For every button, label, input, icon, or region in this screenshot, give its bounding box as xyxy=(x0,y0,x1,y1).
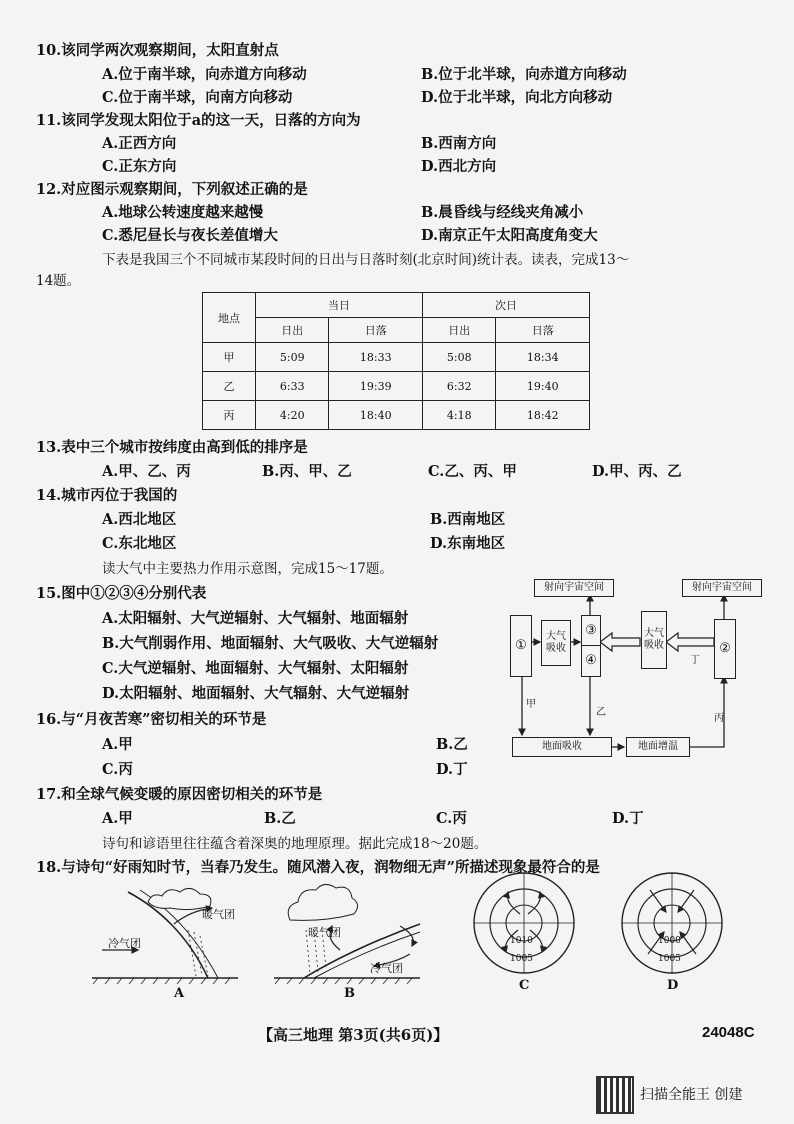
question-18-stem: 18.与诗句“好雨知时节，当春乃发生。随风潜入夜，润物细无声”所描述现象最符合的是 xyxy=(36,859,600,876)
table-cell: 18:42 xyxy=(496,401,590,430)
space-box-left: 射向宇宙空间 xyxy=(534,579,614,597)
q13-option-c: C.乙、丙、甲 xyxy=(428,463,517,480)
table-cell: 6:32 xyxy=(422,372,495,401)
label-jia: 甲 xyxy=(526,699,536,710)
table-cell: 6:33 xyxy=(256,372,329,401)
question-12-stem: 12.对应图示观察期间，下列叙述正确的是 xyxy=(36,181,308,198)
q15-option-b: B.大气削弱作用、地面辐射、大气吸收、大气逆辐射 xyxy=(102,635,439,652)
q10-option-d: D.位于北半球，向北方向移动 xyxy=(421,89,613,106)
q14-option-c: C.东北地区 xyxy=(102,535,177,552)
figure-d-pressure-system xyxy=(614,870,730,992)
figure-a-warm-front xyxy=(88,880,248,1001)
table-row xyxy=(203,401,590,430)
question-11-stem: 11.该同学发现太阳位于a的这一天，日落的方向为 xyxy=(36,112,361,129)
figure-a-letter: A xyxy=(174,986,185,1001)
figure-c-outer-isobar: 1005 xyxy=(510,954,533,964)
q12-option-c: C.悉尼昼长与夜长差值增大 xyxy=(102,227,278,244)
q13-option-a: A.甲、乙、丙 xyxy=(102,463,191,480)
q17-option-a: A.甲 xyxy=(102,810,133,827)
figure-b-cold-label: 冷气团 xyxy=(370,962,403,975)
ground-absorb-box: 地面吸收 xyxy=(512,737,612,757)
q17-option-c: C.丙 xyxy=(436,810,467,827)
diagram-intro: 读大气中主要热力作用示意图，完成15～17题。 xyxy=(102,561,393,577)
figure-c-letter: C xyxy=(519,978,530,993)
label-bing: 丙 xyxy=(714,713,724,724)
question-13-stem: 13.表中三个城市按纬度由高到低的排序是 xyxy=(36,439,308,456)
figure-b-drawing xyxy=(270,880,430,992)
figure-d-inner-isobar: 1000 xyxy=(658,936,681,946)
atmosphere-absorb-right: 大气吸收 xyxy=(641,611,667,669)
page-footer-code: 24048C xyxy=(702,1024,755,1041)
q12-option-d: D.南京正午太阳高度角变大 xyxy=(421,227,598,244)
table-sub-header: 日落 xyxy=(329,318,423,343)
q16-option-b: B.乙 xyxy=(436,736,468,753)
q11-option-b: B.西南方向 xyxy=(421,135,497,152)
label-yi: 乙 xyxy=(596,707,606,718)
atmosphere-absorb-left: 大气吸收 xyxy=(541,620,571,666)
table-cell: 4:20 xyxy=(256,401,329,430)
figure-a-cold-label: 冷气团 xyxy=(108,937,141,950)
table-intro-line2: 14题。 xyxy=(36,273,81,289)
diagram-node-2: ② xyxy=(714,619,736,679)
diagram-node-3: ③ xyxy=(581,615,601,647)
figure-a-warm-label: 暖气团 xyxy=(202,908,235,921)
q16-option-c: C.丙 xyxy=(102,761,133,778)
table-sub-header: 日出 xyxy=(422,318,495,343)
q11-option-a: A.正西方向 xyxy=(102,135,177,152)
table-cell: 19:39 xyxy=(329,372,423,401)
q14-option-b: B.西南地区 xyxy=(430,511,506,528)
table-sub-header: 日出 xyxy=(256,318,329,343)
table-cell: 18:40 xyxy=(329,401,423,430)
q16-option-a: A.甲 xyxy=(102,736,133,753)
diagram-node-1: ① xyxy=(510,615,532,677)
page-footer-title: 【高三地理 第3页(共6页)】 xyxy=(258,1026,449,1044)
poem-intro: 诗句和谚语里往往蕴含着深奥的地理原理。据此完成18～20题。 xyxy=(102,836,488,852)
question-14-stem: 14.城市丙位于我国的 xyxy=(36,487,178,504)
diagram-node-4: ④ xyxy=(581,645,601,677)
table-group-header-nextday: 次日 xyxy=(422,293,589,318)
question-15-stem: 15.图中①②③④分别代表 xyxy=(36,585,207,602)
table-cell: 18:33 xyxy=(329,343,423,372)
q15-option-d: D.太阳辐射、地面辐射、大气辐射、大气逆辐射 xyxy=(102,685,410,702)
table-corner-header: 地点 xyxy=(203,293,256,343)
table-cell-place: 乙 xyxy=(203,372,256,401)
figure-b-letter: B xyxy=(344,986,355,1001)
table-row xyxy=(203,372,590,401)
table-group-header-today: 当日 xyxy=(256,293,423,318)
q15-option-c: C.大气逆辐射、地面辐射、大气辐射、太阳辐射 xyxy=(102,660,409,677)
atmosphere-heat-diagram xyxy=(500,575,768,775)
figure-b-cold-front xyxy=(270,880,430,1001)
table-cell-place: 丙 xyxy=(203,401,256,430)
q10-option-a: A.位于南半球，向赤道方向移动 xyxy=(102,66,307,83)
table-cell: 19:40 xyxy=(496,372,590,401)
table-intro-line1: 下表是我国三个不同城市某段时间的日出与日落时刻(北京时间)统计表。读表，完成13～ xyxy=(102,252,630,268)
q11-option-d: D.西北方向 xyxy=(421,158,497,175)
figure-b-warm-label: 暖气团 xyxy=(308,926,341,939)
q17-option-d: D.丁 xyxy=(612,810,644,827)
table-cell: 4:18 xyxy=(422,401,495,430)
table-cell: 18:34 xyxy=(496,343,590,372)
figure-d-letter: D xyxy=(667,978,679,993)
q14-option-d: D.东南地区 xyxy=(430,535,506,552)
q13-option-d: D.甲、丙、乙 xyxy=(592,463,682,480)
q12-option-a: A.地球公转速度越来越慢 xyxy=(102,204,264,221)
q10-option-b: B.位于北半球，向赤道方向移动 xyxy=(421,66,627,83)
q12-option-b: B.晨昏线与经线夹角减小 xyxy=(421,204,584,221)
question-10-stem: 10.该同学两次观察期间，太阳直射点 xyxy=(36,42,279,59)
q13-option-b: B.丙、甲、乙 xyxy=(262,463,352,480)
ground-warm-box: 地面增温 xyxy=(626,737,690,757)
q17-option-b: B.乙 xyxy=(264,810,296,827)
figure-d-outer-isobar: 1005 xyxy=(658,954,681,964)
figure-c-inner-isobar: 1010 xyxy=(510,936,533,946)
q10-option-c: C.位于南半球，向南方向移动 xyxy=(102,89,293,106)
table-cell: 5:08 xyxy=(422,343,495,372)
question-16-stem: 16.与“月夜苦寒”密切相关的环节是 xyxy=(36,711,267,728)
question-17-stem: 17.和全球气候变暖的原因密切相关的环节是 xyxy=(36,786,323,803)
table-row xyxy=(203,343,590,372)
table-cell-place: 甲 xyxy=(203,343,256,372)
figure-c-pressure-system xyxy=(466,870,582,992)
q14-option-a: A.西北地区 xyxy=(102,511,177,528)
q11-option-c: C.正东方向 xyxy=(102,158,177,175)
table-cell: 5:09 xyxy=(256,343,329,372)
label-ding: 丁 xyxy=(690,655,700,666)
scanner-watermark: 扫描全能王 创建 xyxy=(640,1087,743,1103)
qr-code-icon xyxy=(596,1076,634,1114)
table-sub-header: 日落 xyxy=(496,318,590,343)
q16-option-d: D.丁 xyxy=(436,761,468,778)
space-box-right: 射向宇宙空间 xyxy=(682,579,762,597)
q15-option-a: A.太阳辐射、大气逆辐射、大气辐射、地面辐射 xyxy=(102,610,409,627)
sunrise-sunset-table xyxy=(202,292,590,430)
